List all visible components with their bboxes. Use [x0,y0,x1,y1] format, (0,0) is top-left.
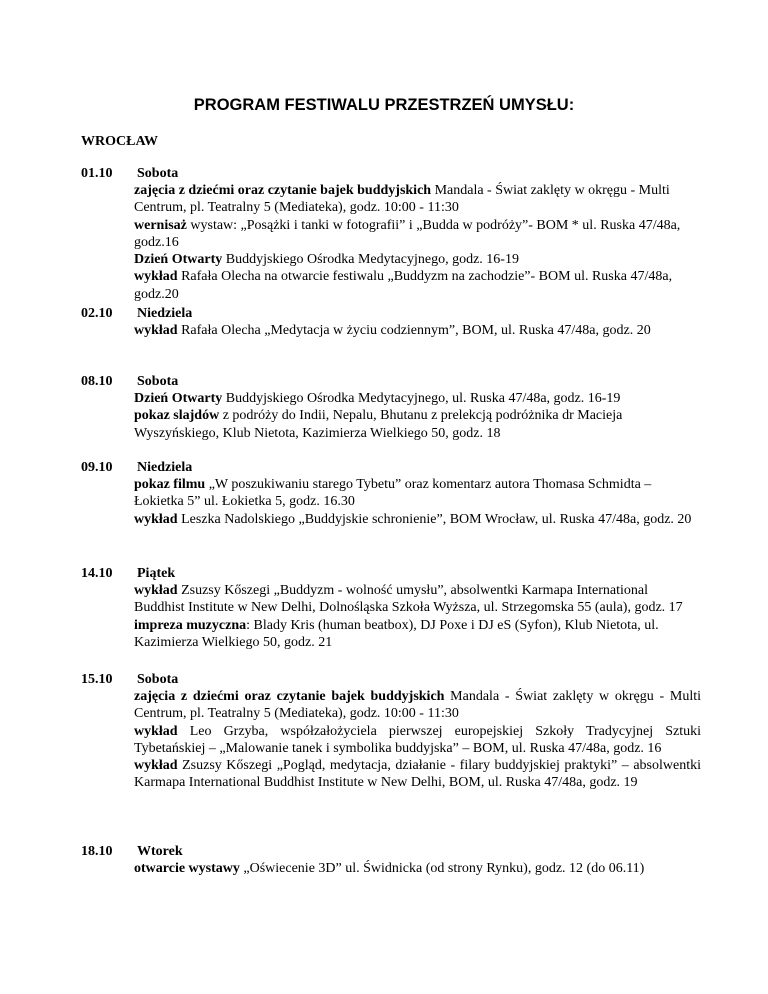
event-type: wykład [134,511,178,527]
event-item [134,182,701,217]
event-type: wykład [134,269,178,285]
event-details: Buddyjskiego Ośrodka Medytacyjnego, godz. 16-19 [222,252,519,268]
day-section [81,165,701,303]
page-title: PROGRAM FESTIWALU PRZESTRZEŃ UMYSŁU: [193,96,575,114]
event-type: wykład [134,758,178,774]
day-header [81,165,701,182]
day-header [81,843,701,860]
event-type: zajęcia z dziećmi oraz czytanie bajek buddyjskich [134,689,445,704]
event-item [134,390,701,407]
day-weekday: Sobota [137,166,179,181]
event-details: „W poszukiwaniu starego Tybetu” oraz komentarz autora Thomasa Schmidta – Łokietka 5” ul. Łokietka 5, godz. 16.30 [134,477,652,510]
day-weekday: Niedziela [137,460,193,475]
event-item [134,407,701,442]
event-details: Mandala - Świat zaklęty w okręgu - Multi Centrum, pl. Teatralny 5 (Mediateka), godz. 10:00 - 11:30 [134,183,670,216]
event-details: Mandala - Świat zaklęty w okręgu - Multi Centrum, pl. Teatralny 5 (Mediateka), godz. 10:00 - 11:30 [134,689,702,722]
day-header [81,459,701,476]
city-heading: WROCŁAW [81,134,159,149]
event-item [134,860,654,877]
event-details: Rafała Olecha „Medytacja w życiu codziennym”, BOM, ul. Ruska 47/48a, godz. 20 [177,323,651,338]
day-section [81,843,701,877]
event-type: pokaz slajdów [134,408,220,424]
event-item [134,582,701,617]
event-item [134,217,701,252]
event-list [134,182,701,303]
day-date: 08.10 [81,374,113,389]
event-list [134,322,701,339]
day-date: 14.10 [81,566,113,581]
event-item [134,322,701,339]
event-item [134,251,701,268]
day-weekday: Wtorek [137,844,183,859]
event-type: wykład [134,723,178,739]
event-type: wykład [134,583,178,598]
day-weekday: Sobota [137,672,179,687]
event-details: : Blady Kris (human beatbox), DJ Poxe i DJ eS (Syfon), Klub Nietota, ul. Kazimierza Wielkiego 50, godz. 21 [134,617,659,650]
event-type: wernisaż [134,217,187,233]
day-date: 02.10 [81,306,113,321]
event-type: Dzień Otwarty [134,252,223,268]
event-list [134,582,701,651]
event-item [134,688,701,723]
event-type: zajęcia z dziećmi oraz czytanie bajek buddyjskich [134,183,432,198]
day-weekday: Niedziela [137,306,193,321]
day-section [81,459,701,528]
day-date: 01.10 [81,166,113,181]
event-type: wykład [134,323,178,338]
event-type: otwarcie wystawy [134,861,240,876]
event-details: Buddyjskiego Ośrodka Medytacyjnego, ul. Ruska 47/48a, godz. 16-19 [222,391,621,406]
event-details: z podróży do Indii, Nepalu, Bhutanu z prelekcją podróżnika dr Macieja Wyszyńskiego, Klub Nietota, Kazimierza Wielkiego 50, godz. 18 [134,408,623,441]
event-details: Leszka Nadolskiego „Buddyjskie schronienie”, BOM Wrocław, ul. Ruska 47/48a, godz. 20 [177,511,692,527]
day-section [81,565,701,651]
event-details: Rafała Olecha na otwarcie festiwalu „Buddyzm na zachodzie”- BOM ul. Ruska 47/48a, godz.20 [134,269,673,302]
day-header [81,565,701,582]
event-item [134,757,701,792]
day-date: 09.10 [81,460,113,475]
day-header [81,373,701,390]
day-weekday: Piątek [137,566,176,581]
event-type: pokaz filmu [134,477,206,492]
event-list [134,390,701,442]
day-date: 15.10 [81,672,113,687]
event-list [134,688,701,792]
day-date: 18.10 [81,844,113,859]
day-header [81,671,701,688]
event-item [134,268,701,303]
day-section [81,305,701,339]
day-header [81,305,701,322]
event-item [134,511,701,528]
day-section [81,373,701,442]
event-item [134,617,701,652]
event-list [134,860,654,877]
event-type: impreza muzyczna [134,617,247,633]
event-list [134,476,701,528]
event-details: Zsuzsy Kőszegi „Pogląd, medytacja, działanie - filary buddyjskiej praktyki” – absolwentki Karmapa International Buddhist Institute w New Delhi, BOM, ul. Ruska 47/48a, godz. 19 [134,758,701,791]
event-type: Dzień Otwarty [134,391,223,406]
event-details: Zsuzsy Kőszegi „Buddyzm - wolność umysłu”, absolwentki Karmapa International Buddhist Institute w New Delhi, Dolnośląska Szkoła Wyższa, ul. Strzegomska 55 (aula), godz. 17 [134,583,683,616]
event-details: „Oświecenie 3D” ul. Świdnicka (od strony Rynku), godz. 12 (do 06.11) [239,861,645,876]
event-details: wystaw: „Posążki i tanki w fotografii” i „Budda w podróży”- BOM * ul. Ruska 47/48a, godz.16 [134,217,681,250]
event-item [134,723,701,758]
day-section [81,671,701,792]
event-item [134,476,701,511]
event-details: Leo Grzyba, współzałożyciela pierwszej europejskiej Szkoły Tradycyjnej Sztuki Tybetańskiej – „Malowanie tanek i symbolika buddyjska” – BOM, ul. Ruska 47/48a, godz. 16 [134,723,701,756]
day-weekday: Sobota [137,374,179,389]
